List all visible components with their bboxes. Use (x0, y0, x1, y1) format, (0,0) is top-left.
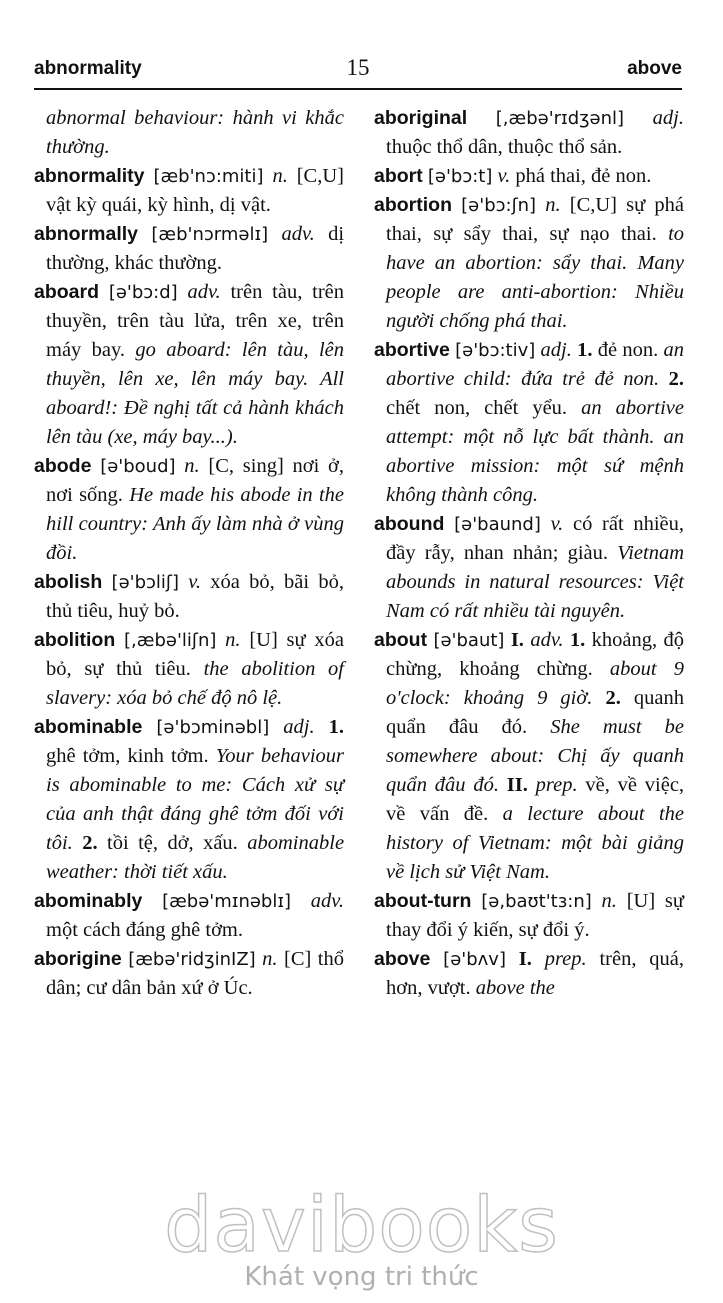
sense-number: 1. (328, 716, 345, 738)
sense-number: 1. (577, 339, 593, 361)
example: to have an abortion: sẩy thai. Many people are anti-abortion: Nhiều người chống phá thai. (386, 223, 685, 332)
dictionary-entry (34, 626, 344, 713)
headword: abort (374, 165, 423, 187)
headword: abortive (374, 339, 450, 361)
dictionary-entry (34, 220, 344, 278)
pronunciation: [,æbə'rɪdʒənl] (495, 108, 625, 129)
watermark-brand: davibooks (164, 1180, 559, 1269)
pronunciation: [ə'bɔminəbl] (156, 717, 270, 738)
headword: abominable (34, 716, 143, 738)
definition: về, về việc, về vấn đề. (386, 774, 685, 825)
definition: [C,U] vật kỳ quái, kỳ hình, dị vật. (46, 165, 344, 216)
headword: abnormally (34, 223, 139, 245)
definition: một cách đáng ghê tởm. (46, 919, 243, 941)
definition: [U] sự xóa bỏ, sự thủ tiêu. (46, 629, 345, 680)
dictionary-entry (374, 104, 684, 162)
page-number: 15 (346, 55, 370, 80)
pronunciation: [æb'nɔrməlɪ] (151, 224, 269, 245)
dictionary-entry (34, 945, 344, 1003)
definition: [C,U] sự phá thai, sự sẩy thai, sự nạo thai. (386, 194, 684, 245)
headword: abominably (34, 890, 143, 912)
definition: dị thường, khác thường. (46, 223, 345, 274)
pronunciation: [ə'baut] (433, 630, 505, 651)
sense-number: 1. (569, 629, 586, 651)
right-column (374, 104, 684, 1003)
definition: phá thai, đẻ non. (515, 165, 652, 187)
definition: thuộc thổ dân, thuộc thổ sản. (386, 136, 623, 158)
definition: [C, sing] nơi ở, nơi sống. (46, 455, 345, 506)
pronunciation: [ə'bɔ:tiv] (455, 340, 536, 361)
headword: about (374, 629, 428, 651)
sense-number: 2. (605, 687, 621, 709)
guide-word-left: abnormality (34, 58, 142, 79)
part-of-speech: adj. (652, 107, 684, 129)
example: the abolition of slavery: xóa bỏ chế độ nô lệ. (46, 658, 344, 709)
definition: [C] thổ dân; cư dân bản xứ ở Úc. (46, 948, 344, 999)
page-header (34, 52, 682, 90)
example: an abortive attempt: một nỗ lực bất thành. an abortive mission: một sứ mệnh không thành công. (386, 397, 684, 506)
part-of-speech: n. (272, 165, 288, 187)
headword: about-turn (374, 890, 472, 912)
example: an abortive child: đứa trẻ đẻ non. (386, 339, 685, 390)
guide-word-right: above (627, 58, 682, 79)
headword: aboriginal (374, 107, 468, 129)
dictionary-entry (374, 945, 684, 1003)
definition: chết non, chết yểu. (386, 397, 568, 419)
headword: above (374, 948, 431, 970)
headword: abnormality (34, 165, 145, 187)
definition: xóa bỏ, bãi bỏ, thủ tiêu, huỷ bỏ. (46, 571, 344, 622)
part-of-speech: n. (262, 948, 278, 970)
watermark-slogan: Khát vọng tri thức (244, 1262, 479, 1292)
dictionary-entry (374, 887, 684, 945)
part-of-speech: n. (545, 194, 561, 216)
dictionary-entry (374, 162, 684, 191)
dictionary-entry (374, 510, 684, 626)
part-of-speech: n. (184, 455, 200, 477)
example: Your behaviour is abominable to me: Cách xử sự của anh thật đáng ghê tởm đối với tôi. (46, 745, 344, 854)
sense-number: 2. (82, 832, 98, 854)
definition: có rất nhiều, đầy rẫy, nhan nhản; giàu. (386, 513, 685, 564)
headword: abolish (34, 571, 103, 593)
dictionary-entry (34, 452, 344, 568)
roman-numeral: I. (518, 948, 532, 970)
part-of-speech: adj. (540, 339, 572, 361)
dictionary-entry (34, 568, 344, 626)
dictionary-entry (34, 162, 344, 220)
example: a lecture about the history of Vietnam: một bài giảng về lịch sử Việt Nam. (386, 803, 684, 883)
headword: aboard (34, 281, 100, 303)
part-of-speech: prep. (544, 948, 587, 970)
part-of-speech: n. (601, 890, 617, 912)
part-of-speech: prep. (535, 774, 578, 796)
definition: trên, quá, hơn, vượt. (386, 948, 685, 999)
dictionary-entry (374, 191, 684, 336)
headword: abode (34, 455, 92, 477)
left-column (34, 104, 344, 1003)
headword: aborigine (34, 948, 122, 970)
pronunciation: [ə'bɔliʃ] (111, 572, 179, 593)
pronunciation: [æbə'ridʒinIZ] (128, 949, 256, 970)
dictionary-entry (34, 887, 344, 945)
sense-number: 2. (668, 368, 684, 390)
definition: quanh quẩn đâu đó. (386, 687, 685, 738)
definition: [U] sự thay đổi ý kiến, sự đổi ý. (386, 890, 684, 941)
dictionary-entry (374, 626, 684, 887)
pronunciation: [ə'boud] (100, 456, 176, 477)
pronunciation: [ə'bɔ:ʃn] (461, 195, 537, 216)
definition: ghê tởm, kinh tởm. (46, 745, 209, 767)
part-of-speech: adv. (310, 890, 344, 912)
example: She must be somewhere about: Chị ấy quanh quẩn đâu đó. (386, 716, 684, 796)
example: go aboard: lên tàu, lên thuyền, lên xe, lên máy bay. All aboard!: Đề nghị tất cả hành khách lên tàu (xe, máy bay...). (46, 339, 345, 448)
headword: abolition (34, 629, 116, 651)
example: above the (475, 977, 555, 999)
definition: tồi tệ, dở, xấu. (107, 832, 238, 854)
part-of-speech: adv. (281, 223, 315, 245)
part-of-speech: adv. (187, 281, 221, 303)
part-of-speech: adv. (530, 629, 564, 651)
example: He made his abode in the hill country: Anh ấy làm nhà ở vùng đồi. (46, 484, 345, 564)
roman-numeral: II. (506, 774, 528, 796)
part-of-speech: adj. (283, 716, 315, 738)
dictionary-entry (374, 336, 684, 510)
part-of-speech: v. (188, 571, 201, 593)
pronunciation: [ə'baund] (454, 514, 541, 535)
pronunciation: [ə'bɔ:d] (108, 282, 178, 303)
roman-numeral: I. (510, 629, 524, 651)
example: Vietnam abounds in natural resources: Việt Nam có rất nhiều tài nguyên. (386, 542, 684, 622)
example: abominable weather: thời tiết xấu. (46, 832, 345, 883)
pronunciation: [æb'nɔ:miti] (153, 166, 264, 187)
pronunciation: [,æbə'liʃn] (124, 630, 217, 651)
part-of-speech: v. (550, 513, 564, 535)
pronunciation: [æbə'mɪnəblɪ] (162, 891, 292, 912)
definition: trên tàu, trên thuyền, trên tàu lửa, trên xe, trên máy bay. (46, 281, 344, 361)
dictionary-entry (34, 713, 344, 887)
example: about 9 o'clock: khoảng 9 giờ. (386, 658, 684, 709)
pronunciation: [ə'bɔ:t] (427, 166, 493, 187)
definition: đẻ non. (597, 339, 659, 361)
definition: khoảng, độ chừng, khoảng chừng. (386, 629, 684, 680)
pronunciation: [ə'bʌv] (443, 949, 506, 970)
continued-entry: abnormal behaviour: hành vi khắc thường. (46, 107, 344, 158)
part-of-speech: v. (497, 165, 511, 187)
headword: abortion (374, 194, 452, 216)
pronunciation: [ə,baʊt'tɜ:n] (481, 891, 592, 912)
part-of-speech: n. (225, 629, 241, 651)
headword: abound (374, 513, 445, 535)
dictionary-entry (34, 278, 344, 452)
